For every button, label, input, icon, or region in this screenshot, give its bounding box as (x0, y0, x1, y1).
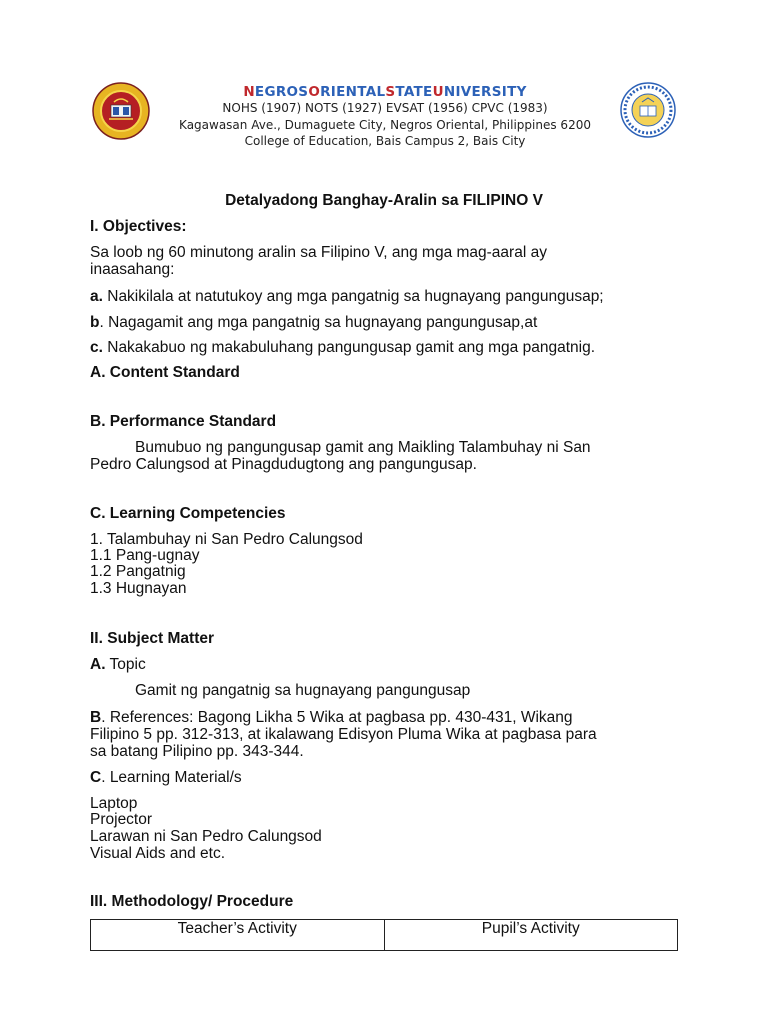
learning-materials-label (90, 769, 242, 786)
material-item: Visual Aids and etc. (90, 845, 225, 862)
subject-matter-heading: II. Subject Matter (90, 630, 215, 647)
objective-b (90, 314, 537, 331)
material-item: Projector (90, 811, 153, 828)
objective-c-letter: c. (90, 339, 103, 356)
objective-a-text: Nakikilala at natutukoy ang mga pangatnig sa hugnayang pangungusap; (102, 288, 604, 305)
objective-c (90, 339, 595, 356)
header-college-line: College of Education, Bais Campus 2, Bais City (244, 134, 526, 148)
university-name-part: S (385, 84, 396, 100)
objective-a (90, 288, 604, 305)
procedure-table (90, 919, 678, 951)
objectives-intro-line-1: Sa loob ng 60 minutong aralin sa Filipino V, ang mga mag-aaral ay (90, 244, 547, 261)
university-name-part: N (243, 84, 255, 100)
university-name (150, 84, 620, 101)
learning-competencies-heading: C. Learning Competencies (90, 505, 286, 522)
objectives-intro-line-2: inaasahang: (90, 261, 175, 278)
university-name-part: U (432, 84, 444, 100)
topic-label (90, 656, 146, 673)
objective-a-letter: a. (90, 288, 103, 305)
competency-item: 1.2 Pangatnig (90, 563, 186, 580)
performance-standard-line-1: Bumubuo ng pangungusap gamit ang Maikling Talambuhay ni San (135, 439, 591, 456)
topic-label-text: Topic (105, 656, 146, 673)
references-line-3: sa batang Pilipino pp. 343-344. (90, 743, 304, 760)
university-seal-icon (92, 82, 150, 140)
competency-item: 1.1 Pang-ugnay (90, 547, 200, 564)
university-name-part: RIENTAL (320, 84, 386, 100)
header-history-line: NOHS (1907) NOTS (1927) EVSAT (1956) CPVC (1983) (222, 101, 548, 115)
performance-standard-line-2: Pedro Calungsod at Pinagdudugtong ang pangungusap. (90, 456, 477, 473)
objective-c-text: Nakakabuo ng makabuluhang pangungusap gamit ang mga pangatnig. (102, 339, 596, 356)
references-letter: B (90, 709, 102, 726)
university-name-part: O (308, 84, 321, 100)
materials-label-text: . Learning Material/s (101, 769, 242, 786)
university-name-part: NIVERSITY (443, 84, 527, 100)
table-header-row (91, 920, 678, 951)
references-text: . References: Bagong Likha 5 Wika at pagbasa pp. 430-431, Wikang (101, 709, 573, 726)
teacher-activity-header: Teacher’s Activity (91, 920, 385, 951)
references-line-1 (90, 709, 573, 726)
header-address-line: Kagawasan Ave., Dumaguete City, Negros Oriental, Philippines 6200 (179, 118, 591, 132)
methodology-heading: III. Methodology/ Procedure (90, 893, 294, 910)
objectives-heading: I. Objectives: (90, 218, 187, 235)
competency-item: 1.3 Hugnayan (90, 580, 187, 597)
performance-standard-heading: B. Performance Standard (90, 413, 277, 430)
content-standard-heading: A. Content Standard (90, 364, 240, 381)
competency-item: 1. Talambuhay ni San Pedro Calungsod (90, 531, 363, 548)
university-name-text (243, 84, 526, 100)
materials-letter: C (90, 769, 102, 786)
topic-value: Gamit ng pangatnig sa hugnayang pangungusap (135, 682, 471, 699)
objective-b-letter: b (90, 314, 100, 331)
university-name-part: EGROS (254, 84, 309, 100)
topic-letter: A. (90, 656, 106, 673)
college-seal-icon (620, 82, 676, 138)
pupil-activity-header: Pupil’s Activity (384, 920, 678, 951)
objective-b-text: . Nagagamit ang mga pangatnig sa hugnayang pangungusap,at (99, 314, 538, 331)
document-title: Detalyadong Banghay-Aralin sa FILIPINO V (225, 192, 543, 209)
references-line-2: Filipino 5 pp. 312-313, at ikalawang Edisyon Pluma Wika at pagbasa para (90, 726, 597, 743)
university-name-part: TATE (395, 84, 433, 100)
material-item: Laptop (90, 795, 138, 812)
material-item: Larawan ni San Pedro Calungsod (90, 828, 322, 845)
